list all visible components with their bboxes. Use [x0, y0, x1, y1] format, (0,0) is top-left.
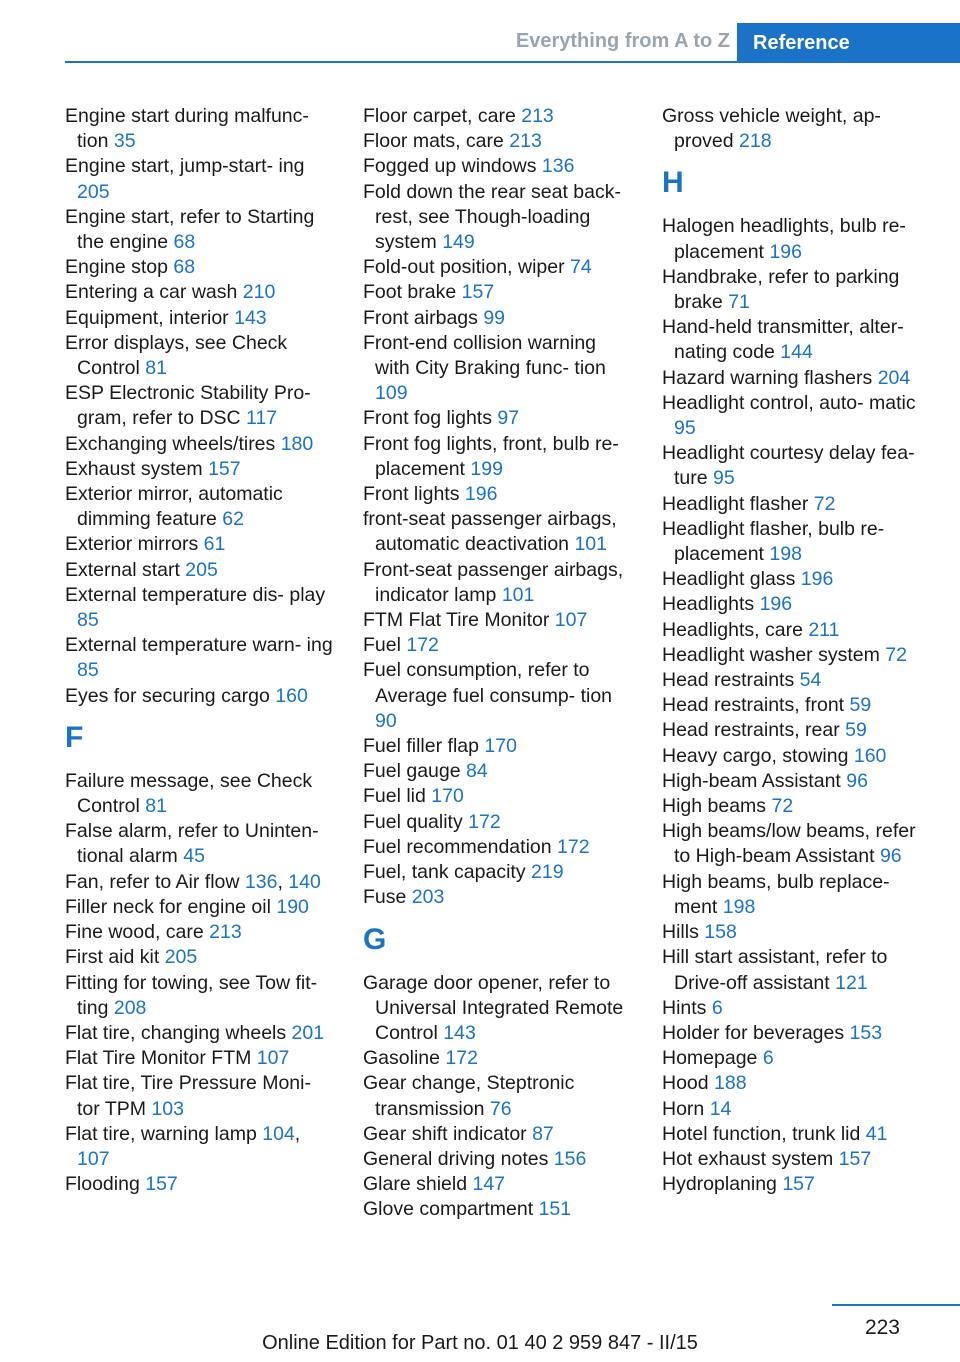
page-link[interactable]: 149 — [442, 231, 475, 254]
page-link[interactable]: 71 — [728, 291, 750, 314]
index-entry — [662, 643, 926, 668]
page-link[interactable]: 213 — [521, 105, 554, 127]
index-entry-text: Gear shift indicator — [363, 1122, 533, 1145]
page-link[interactable]: 147 — [472, 1173, 506, 1196]
page-link[interactable]: 199 — [470, 457, 503, 480]
page-link[interactable]: 172 — [468, 810, 501, 833]
index-entry-text: External start — [65, 558, 186, 581]
page-link[interactable]: 90 — [375, 709, 397, 732]
page-link[interactable]: 158 — [704, 921, 737, 944]
index-entry-text: Gear change, Steptronic transmission — [363, 1072, 575, 1120]
index-entry — [363, 1122, 635, 1147]
index-entry-text: Headlight glass — [662, 568, 801, 591]
index-entry — [662, 265, 926, 315]
page-link[interactable]: 99 — [483, 306, 506, 329]
page-link[interactable]: 136 — [541, 155, 575, 178]
index-entry-text: Equipment, interior — [65, 306, 235, 329]
page-link[interactable]: 107 — [256, 1047, 290, 1070]
index-entry-text: Front fog lights — [363, 407, 498, 430]
page-link[interactable]: 121 — [835, 971, 868, 994]
page-link[interactable]: 54 — [799, 669, 822, 692]
index-entry-text: Headlight washer system — [662, 643, 886, 666]
index-entry-text: Hill start assistant, refer to Drive-off assistant — [662, 946, 888, 994]
page-link[interactable]: 6 — [711, 996, 723, 1019]
index-entry-text: Engine start during malfunc- tion — [65, 105, 309, 153]
index-entry-text: First aid kit — [65, 946, 165, 969]
page-link[interactable]: 172 — [557, 835, 590, 858]
index-entry-text: Fuel gauge — [363, 760, 466, 783]
index-entry-text: Headlights, care — [662, 618, 809, 641]
index-entry — [65, 532, 337, 557]
index-entry — [662, 1122, 926, 1147]
page-link[interactable]: 72 — [885, 643, 907, 666]
page-link[interactable]: 211 — [808, 618, 840, 641]
index-entry-text: Error displays, see Check Control — [65, 331, 288, 380]
index-entry-text: Horn — [662, 1097, 710, 1120]
page-link[interactable]: 143 — [443, 1021, 476, 1044]
page-separator: , — [294, 1122, 301, 1145]
page-link[interactable]: 205 — [77, 180, 110, 203]
index-entry-text: High beams — [662, 795, 772, 818]
index-entry-text: Flat tire, warning lamp — [65, 1122, 263, 1145]
page-link[interactable]: 157 — [838, 1147, 872, 1170]
index-entry — [65, 255, 337, 280]
page-link[interactable]: 213 — [509, 130, 542, 153]
index-entry-text: Filler neck for engine oil — [65, 895, 277, 918]
edition-note: Online Edition for Part no. 01 40 2 959 847 - II/15 — [262, 1332, 698, 1354]
index-entry-text: Flat tire, Tire Pressure Moni- tor TPM — [65, 1072, 311, 1120]
index-entry-text: front-seat passenger airbags, automatic deactivation — [363, 508, 617, 556]
page-link[interactable]: 103 — [151, 1097, 184, 1120]
page-link[interactable]: 143 — [234, 306, 267, 329]
index-entry — [65, 1172, 337, 1197]
index-entry — [363, 507, 635, 557]
header-rule — [65, 61, 960, 63]
index-entry-text: Headlight control, auto- matic — [662, 391, 916, 414]
index-entry — [662, 567, 926, 592]
page-link[interactable]: 72 — [813, 492, 836, 515]
index-entry-text: Fold-out position, wiper — [363, 256, 571, 279]
index-entry-text: Head restraints — [662, 669, 800, 692]
index-entry — [65, 1122, 337, 1172]
index-entry-text: Glare shield — [363, 1173, 473, 1196]
page-link[interactable]: 96 — [846, 769, 868, 792]
page-link[interactable]: 190 — [276, 895, 309, 918]
index-entry-text: Fogged up windows — [363, 155, 542, 178]
index-entry — [65, 895, 337, 920]
index-entry — [65, 306, 337, 331]
page-link[interactable]: 210 — [242, 281, 276, 304]
index-entry — [363, 784, 635, 809]
page-link[interactable]: 213 — [209, 921, 242, 944]
page-link[interactable]: 76 — [489, 1097, 512, 1120]
index-entry — [662, 996, 926, 1021]
index-entry — [65, 104, 337, 154]
index-entry-text: Hydroplaning — [662, 1173, 783, 1196]
page-link[interactable]: 109 — [375, 382, 408, 405]
index-letter-heading: H — [662, 166, 684, 200]
index-entry-text: High-beam Assistant — [662, 769, 847, 792]
page-link[interactable]: 95 — [713, 467, 735, 490]
index-entry — [662, 920, 926, 945]
page-link[interactable]: 196 — [759, 593, 793, 616]
page-link[interactable]: 172 — [406, 634, 439, 657]
page-link[interactable]: 170 — [431, 785, 464, 808]
page-link[interactable]: 172 — [445, 1047, 478, 1070]
page-link[interactable]: 198 — [722, 895, 756, 918]
index-entry — [65, 205, 337, 255]
page-link[interactable]: 107 — [554, 609, 588, 632]
index-entry-text: Hints — [662, 996, 712, 1019]
index-entry-text: Floor carpet, care — [363, 105, 522, 127]
page-link[interactable]: 201 — [291, 1021, 325, 1044]
index-entry-text: Halogen headlights, bulb re- placement — [662, 215, 906, 263]
index-entry — [363, 885, 635, 910]
index-entry-text: Fuel filler flap — [363, 735, 485, 758]
page-link[interactable]: 85 — [77, 609, 99, 632]
page-link[interactable]: 74 — [570, 256, 592, 279]
page-link[interactable]: 97 — [497, 407, 520, 430]
index-column-3 — [662, 104, 926, 1197]
page-link[interactable]: 72 — [771, 795, 794, 818]
index-entry — [363, 608, 635, 633]
index-entry — [662, 517, 926, 567]
index-entry — [65, 1046, 337, 1071]
index-entry-text: Fuel quality — [363, 810, 469, 833]
index-entry — [65, 819, 337, 869]
index-entry — [662, 1147, 926, 1172]
index-entry — [65, 457, 337, 482]
page-link[interactable]: 180 — [280, 432, 314, 455]
index-entry-text: Hazard warning flashers — [662, 366, 878, 389]
index-entry — [65, 280, 337, 305]
index-entry-text: Exterior mirror, automatic dimming feature — [65, 483, 283, 531]
page-link[interactable]: 84 — [466, 760, 488, 783]
index-entry — [363, 734, 635, 759]
page-link[interactable]: 81 — [145, 795, 167, 818]
index-entry — [65, 154, 337, 204]
page-link[interactable]: 85 — [77, 659, 99, 682]
index-entry-text: Heavy cargo, stowing — [662, 744, 854, 767]
page-link[interactable]: 140 — [288, 870, 321, 893]
index-entry-text: Foot brake — [363, 281, 462, 304]
index-entry-text: Flat Tire Monitor FTM — [65, 1047, 257, 1070]
index-entry-text: Head restraints, front — [662, 694, 850, 717]
index-entry — [363, 482, 635, 507]
index-entry-text: Headlights — [662, 593, 760, 616]
index-entry — [65, 1071, 337, 1121]
index-entry — [662, 592, 926, 617]
index-entry — [662, 618, 926, 643]
index-entry — [65, 432, 337, 457]
index-entry — [363, 835, 635, 860]
page-link[interactable]: 35 — [113, 130, 136, 153]
index-entry — [363, 129, 635, 154]
index-entry — [363, 432, 635, 482]
index-entry — [65, 583, 337, 633]
index-entry — [363, 331, 635, 407]
index-entry — [65, 381, 337, 431]
index-entry — [65, 558, 337, 583]
index-entry — [662, 693, 926, 718]
index-entry-text: FTM Flat Tire Monitor — [363, 609, 555, 632]
index-entry-text: High beams/low beams, refer to High-beam Assistant — [662, 820, 916, 868]
index-entry — [363, 810, 635, 835]
index-entry — [363, 633, 635, 658]
page-link[interactable]: 196 — [464, 483, 498, 506]
index-entry — [65, 945, 337, 970]
index-entry-text: Headlight courtesy delay fea- ture — [662, 442, 915, 490]
page-link[interactable]: 14 — [709, 1097, 732, 1120]
page-link[interactable]: 101 — [501, 583, 535, 606]
index-entry-text: Flat tire, changing wheels — [65, 1021, 292, 1044]
index-entry-text: General driving notes — [363, 1147, 554, 1170]
index-entry — [662, 945, 926, 995]
index-entry — [662, 819, 926, 869]
index-entry-text: Entering a car wash — [65, 281, 243, 304]
index-entry — [662, 718, 926, 743]
header-section-title: Everything from A to Z — [515, 30, 730, 52]
index-entry — [65, 633, 337, 683]
page-link[interactable]: 196 — [800, 568, 834, 591]
index-entry-text: Front-seat passenger airbags, indicator lamp — [363, 558, 624, 606]
index-entry-text: Handbrake, refer to parking brake — [662, 265, 900, 314]
index-entry-text: Front airbags — [363, 306, 484, 329]
index-entry — [363, 306, 635, 331]
index-entry — [363, 558, 635, 608]
index-entry-text: High beams, bulb replace- ment — [662, 870, 890, 918]
page-link[interactable]: 87 — [532, 1122, 554, 1145]
index-entry-text: Holder for beverages — [662, 1021, 850, 1044]
page-link[interactable]: 160 — [853, 744, 887, 767]
header-chapter-tab[interactable]: Reference — [737, 23, 960, 63]
index-entry-text: Fuel — [363, 634, 407, 657]
index-entry — [363, 860, 635, 885]
index-entry — [363, 759, 635, 784]
page-link[interactable]: 45 — [183, 845, 205, 868]
index-entry — [662, 214, 926, 264]
page-link[interactable]: 208 — [113, 996, 147, 1019]
page-link[interactable]: 68 — [173, 256, 196, 279]
index-entry — [65, 482, 337, 532]
page-link[interactable]: 157 — [461, 281, 495, 304]
index-entry — [65, 1021, 337, 1046]
page-link[interactable]: 198 — [769, 543, 802, 566]
index-entry-text: Glove compartment — [363, 1198, 539, 1221]
index-entry — [363, 1172, 635, 1197]
index-entry — [662, 366, 926, 391]
index-entry-text: Engine stop — [65, 256, 174, 279]
page-link[interactable]: 156 — [553, 1147, 587, 1170]
page-link[interactable]: 144 — [780, 341, 813, 364]
index-entry-text: Gross vehicle weight, ap- proved — [662, 105, 881, 153]
index-entry-text: Hood — [662, 1072, 715, 1095]
page-link[interactable]: 157 — [208, 457, 241, 480]
index-entry-text: External temperature warn- ing — [65, 634, 333, 657]
index-entry-text: Floor mats, care — [363, 130, 510, 153]
page-separator: , — [277, 870, 289, 893]
index-entry — [65, 769, 337, 819]
index-column-2 — [363, 104, 635, 1223]
index-entry-text: Hot exhaust system — [662, 1147, 839, 1170]
page-number: 223 — [864, 1316, 900, 1339]
index-entry-text: Fitting for towing, see Tow fit- ting — [65, 971, 318, 1019]
index-entry — [363, 104, 635, 129]
page-link[interactable]: 219 — [531, 861, 564, 884]
index-entry — [662, 492, 926, 517]
index-entry — [662, 668, 926, 693]
index-entry-text: Fuel lid — [363, 785, 432, 808]
index-entry — [662, 1097, 926, 1122]
page-link[interactable]: 6 — [762, 1047, 774, 1070]
index-entry — [363, 658, 635, 734]
index-entry — [363, 1071, 635, 1121]
index-entry-text: Flooding — [65, 1173, 146, 1196]
page-link[interactable]: 41 — [865, 1122, 888, 1145]
index-entry — [363, 180, 635, 256]
page-link[interactable]: 104 — [262, 1122, 295, 1145]
page-link[interactable]: 188 — [714, 1072, 747, 1095]
index-entry — [363, 154, 635, 179]
page-link[interactable]: 107 — [77, 1147, 110, 1170]
page-link[interactable]: 205 — [185, 558, 218, 581]
index-column-1 — [65, 104, 337, 1197]
index-entry-text: Hills — [662, 921, 705, 944]
page-link[interactable]: 160 — [275, 684, 308, 707]
index-entry-text: Front fog lights, front, bulb re- placement — [363, 432, 619, 480]
page-link[interactable]: 68 — [173, 231, 196, 254]
index-letter-heading: F — [65, 720, 84, 754]
index-letter-heading: G — [363, 922, 387, 956]
index-entry-text: Head restraints, rear — [662, 719, 846, 742]
index-entry-text: Eyes for securing cargo — [65, 684, 276, 707]
page-link[interactable]: 59 — [845, 719, 867, 742]
index-entry — [662, 1046, 926, 1071]
index-entry-text: Front lights — [363, 483, 465, 506]
page-link[interactable]: 59 — [849, 694, 872, 717]
index-entry-text: Engine start, refer to Starting the engine — [65, 205, 315, 254]
index-entry — [65, 331, 337, 381]
index-entry — [363, 1147, 635, 1172]
index-entry-text: Fuse — [363, 886, 412, 909]
index-entry-text: Headlight flasher, bulb re- placement — [662, 517, 885, 566]
index-entry — [662, 744, 926, 769]
index-entry-text: Headlight flasher — [662, 492, 814, 515]
index-entry-text: Fan, refer to Air flow — [65, 870, 245, 893]
index-entry-text: Failure message, see Check Control — [65, 769, 313, 818]
index-entry — [662, 104, 926, 154]
index-entry-text: Front-end collision warning with City Braking func- tion — [363, 331, 606, 380]
page-link[interactable]: 157 — [145, 1173, 178, 1196]
index-entry — [65, 971, 337, 1021]
index-entry-text: Hotel function, trunk lid — [662, 1122, 866, 1145]
index-entry — [65, 684, 337, 709]
index-entry-text: Fine wood, care — [65, 921, 210, 944]
index-entry — [662, 870, 926, 920]
page-link[interactable]: 95 — [674, 417, 696, 440]
index-entry — [662, 391, 926, 441]
index-entry-text: Fold down the rear seat back- rest, see Though-loading system — [363, 180, 621, 254]
page-link[interactable]: 81 — [145, 357, 167, 380]
index-entry — [662, 1021, 926, 1046]
index-entry — [363, 255, 635, 280]
page-link[interactable]: 96 — [879, 845, 902, 868]
index-entry — [363, 280, 635, 305]
page-link[interactable]: 196 — [769, 240, 802, 263]
index-entry — [662, 1172, 926, 1197]
page-link[interactable]: 157 — [782, 1173, 815, 1196]
index-entry — [662, 441, 926, 491]
index-entry — [363, 1197, 635, 1222]
index-entry-text: Homepage — [662, 1047, 763, 1070]
index-entry-text: Gasoline — [363, 1047, 446, 1070]
index-entry-text: Garage door opener, refer to Universal Integrated Remote Control — [363, 971, 624, 1044]
page-link[interactable]: 203 — [411, 886, 445, 909]
index-entry — [65, 870, 337, 895]
footer-rule — [832, 1304, 960, 1306]
index-entry-text: Hand-held transmitter, alter- nating code — [662, 316, 904, 364]
index-entry-text: Exterior mirrors — [65, 533, 204, 556]
page-link[interactable]: 117 — [246, 407, 278, 430]
page-link[interactable]: 205 — [164, 946, 198, 969]
index-entry — [65, 920, 337, 945]
index-entry-text: Fuel consumption, refer to Average fuel consump- tion — [363, 659, 613, 707]
index-entry — [662, 794, 926, 819]
index-entry — [662, 1071, 926, 1096]
page-link[interactable]: 151 — [538, 1198, 572, 1221]
page-link[interactable]: 153 — [849, 1021, 883, 1044]
index-entry — [363, 406, 635, 431]
page-link[interactable]: 136 — [244, 870, 278, 893]
index-entry-text: External temperature dis- play — [65, 583, 326, 606]
page-link[interactable]: 61 — [203, 533, 226, 556]
index-entry-text: False alarm, refer to Uninten- tional alarm — [65, 820, 319, 868]
page-link[interactable]: 101 — [574, 533, 607, 556]
index-entry — [662, 769, 926, 794]
index-entry-text: Fuel recommendation — [363, 835, 558, 858]
page-link[interactable]: 170 — [484, 735, 517, 758]
index-entry — [662, 315, 926, 365]
index-entry — [363, 971, 635, 1047]
index-entry-text: ESP Electronic Stability Pro- gram, refer to DSC — [65, 382, 311, 430]
page-link[interactable]: 204 — [877, 366, 911, 389]
index-entry-text: Exchanging wheels/tires — [65, 432, 281, 455]
index-entry-text: Engine start, jump-start- ing — [65, 155, 305, 178]
index-entry-text: Fuel, tank capacity — [363, 861, 531, 884]
page-link[interactable]: 218 — [739, 130, 772, 153]
index-entry-text: Exhaust system — [65, 457, 209, 480]
index-entry — [363, 1046, 635, 1071]
page-link[interactable]: 62 — [222, 508, 244, 531]
